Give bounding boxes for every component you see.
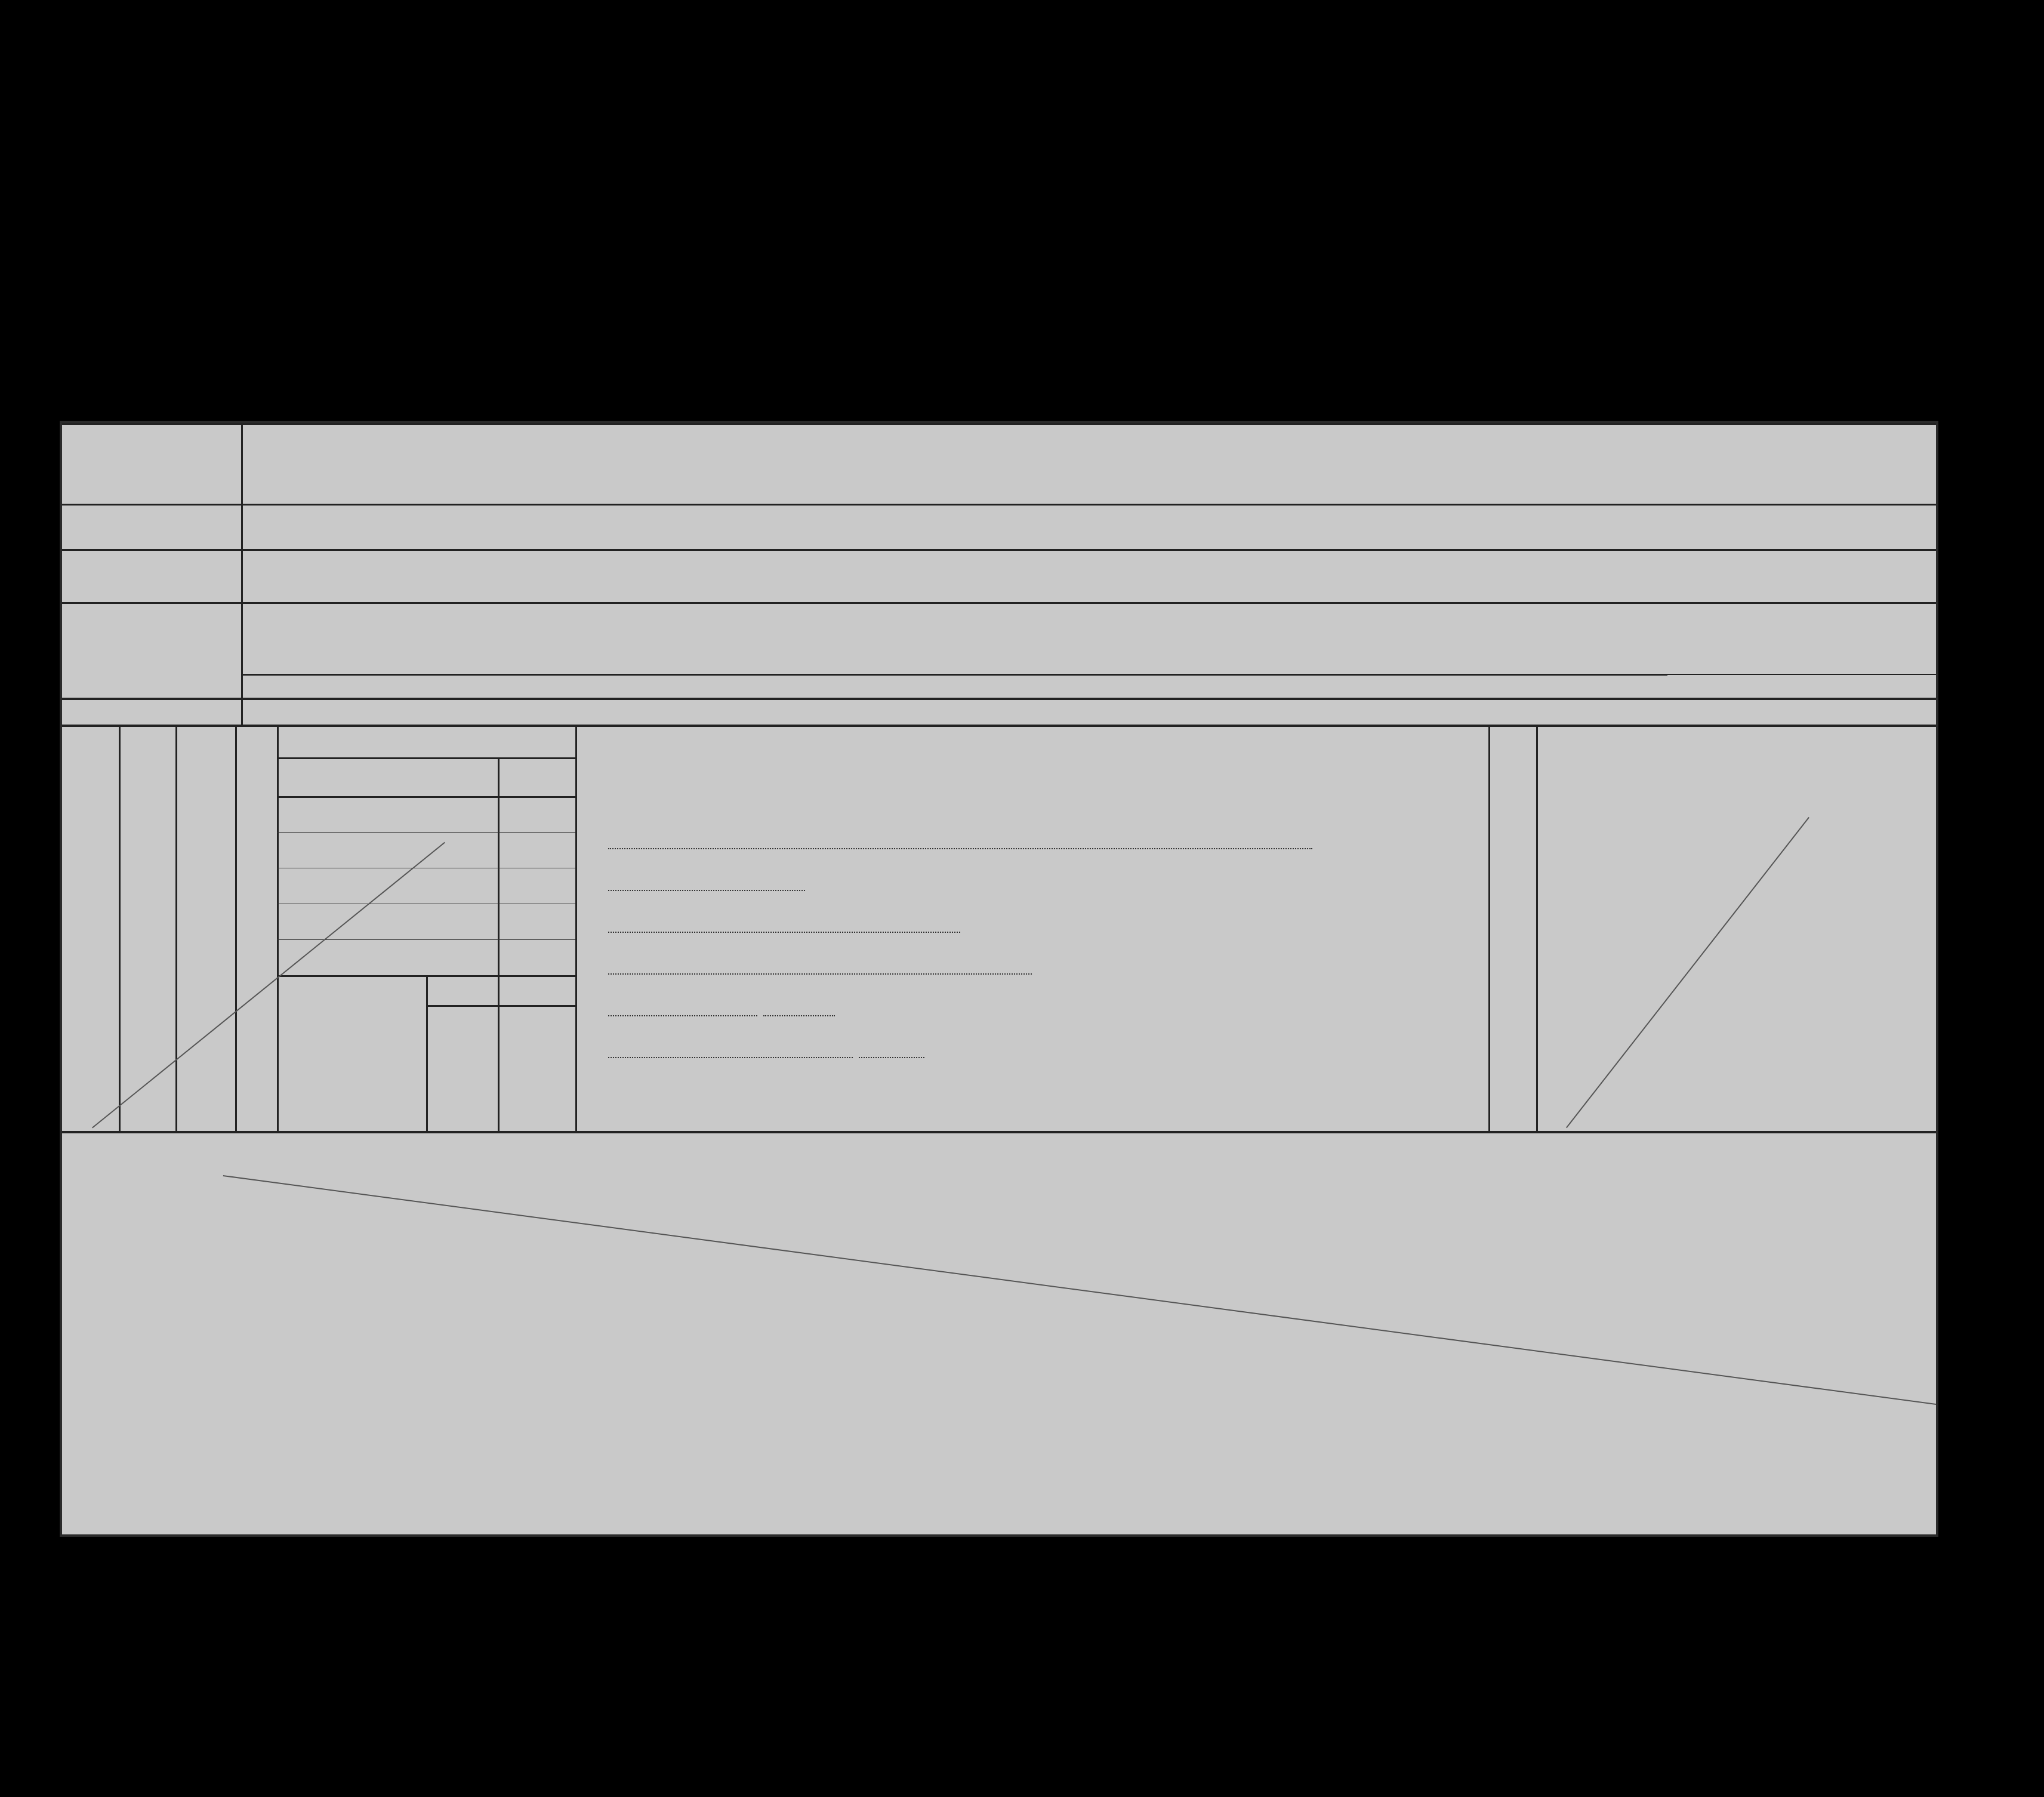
private-line-2 [608, 829, 1312, 849]
private-line-5 [608, 954, 1032, 975]
private-line-7 [608, 1038, 924, 1058]
hired-workers-title [244, 733, 274, 1121]
private-line-4 [608, 913, 960, 933]
population-title [1494, 739, 1530, 1121]
private-line-3 [608, 871, 805, 891]
private-line-6 [608, 996, 835, 1016]
census-card-sheet [60, 421, 1938, 1537]
